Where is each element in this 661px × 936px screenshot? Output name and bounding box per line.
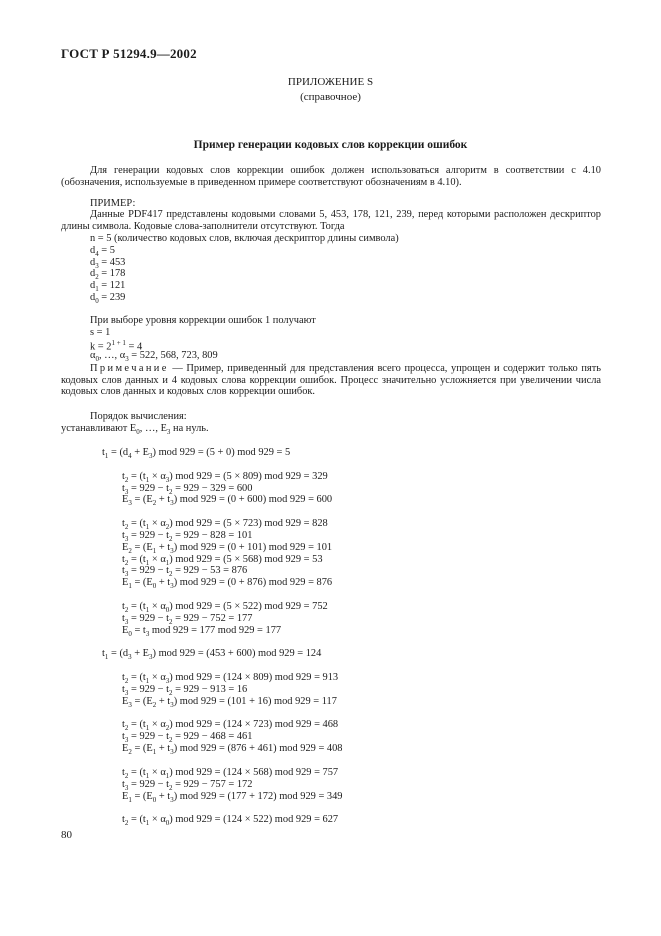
step-text: E (122, 743, 129, 754)
init-sub-0: 0 (136, 428, 140, 437)
step-text: × α (149, 601, 166, 612)
d-symbol: d (90, 280, 96, 291)
step-c2-3 (122, 743, 343, 758)
step-text: = 929 − 329 = 600 (172, 483, 253, 494)
step-subscript: 2 (168, 618, 173, 627)
step-text: ) mod 929 = (101 + 16) mod 929 = 117 (173, 696, 337, 707)
alpha-sub-0: 0 (95, 355, 99, 364)
step-text: t (122, 719, 125, 730)
step-subscript: 2 (168, 488, 173, 497)
k-result: = 4 (125, 341, 143, 353)
step-b2-6 (122, 577, 332, 592)
step-subscript: 2 (168, 570, 173, 579)
step-text: ) mod 929 = (0 + 600) mod 929 = 600 (173, 494, 333, 505)
step-text: ) mod 929 = (177 + 172) mod 929 = 349 (173, 791, 343, 802)
d-value-0 (90, 292, 125, 307)
example-label: ПРИМЕР: (90, 198, 136, 209)
step-text: mod 929 = 177 mod 929 = 177 (149, 625, 282, 636)
step-subscript: 2 (128, 748, 132, 757)
step-text: + t (156, 791, 171, 802)
procedure-label: Порядок вычисления: (90, 411, 187, 422)
step-subscript: 3 (170, 701, 174, 710)
alpha-ellipsis: , …, α (98, 350, 126, 361)
step-subscript: 2 (168, 736, 173, 745)
step-subscript: 0 (152, 796, 157, 805)
appendix-title: ПРИЛОЖЕНИЕ S (287, 76, 374, 88)
step-subscript: 2 (124, 772, 129, 781)
step-text: = (t (128, 672, 146, 683)
step-c4-1 (122, 814, 338, 829)
step-subscript: 2 (124, 523, 129, 532)
k-exponent: 1 + 1 (111, 339, 126, 347)
step-text: = 929 − t (128, 684, 169, 695)
d-subscript: 2 (95, 273, 99, 282)
step-subscript: 2 (124, 819, 129, 828)
step-text: = 929 − 468 = 461 (172, 731, 253, 742)
n-definition: n = 5 (количество кодовых слов, включая дескриптор длины символа) (90, 233, 399, 244)
step-subscript: 2 (168, 689, 173, 698)
step-subscript: 1 (165, 559, 170, 568)
step-text: E (122, 625, 129, 636)
step-subscript: 1 (152, 748, 157, 757)
step-subscript: 0 (128, 630, 132, 639)
step-subscript: 1 (152, 547, 157, 556)
step-subscript: 0 (165, 606, 170, 615)
note-text: — Пример, приведенный для представления всего процесса, упрощен и содержит только пять кодовых слов данных и 4 кодовых слова коррекции ошибок. Процесс значительно усложняется при увеличении числа кодовых слов данных и кодовых слов коррекции ошибок. (61, 363, 601, 398)
step-subscript: 3 (124, 488, 129, 497)
note-heading: Примечание (90, 363, 169, 374)
d-symbol: d (90, 292, 96, 303)
step-text: t (122, 731, 125, 742)
step-text: = 929 − t (128, 779, 169, 790)
step-text: t (122, 814, 125, 825)
intro-text: Для генерации кодовых слов коррекции ошибок должен использоваться алгоритм в соответствии с 4.10 (обозначения, используемые в приведенном примере соответствуют обозначениям в 4.10). (61, 165, 601, 188)
init-ellipsis: , …, E (139, 423, 167, 434)
step-text: = (E (131, 542, 153, 553)
step-text: = (t (128, 719, 146, 730)
step-text: × α (149, 767, 166, 778)
step-text: t (122, 613, 125, 624)
level-text: При выборе уровня коррекции ошибок 1 получают (90, 315, 316, 326)
step-subscript: 1 (145, 724, 150, 733)
step-text: = (E (131, 791, 153, 802)
intro-paragraph (61, 165, 601, 188)
step-text: = 929 − t (128, 483, 169, 494)
step-subscript: 3 (124, 535, 129, 544)
step-subscript: 3 (170, 748, 174, 757)
step-subscript: 2 (124, 677, 129, 686)
step-text: × α (149, 672, 166, 683)
step-subscript: 3 (128, 499, 132, 508)
step-text: t (122, 672, 125, 683)
step-subscript: 2 (165, 523, 170, 532)
step-text: ) mod 929 = (0 + 101) mod 929 = 101 (173, 542, 333, 553)
step-subscript: 1 (128, 796, 132, 805)
d-number: = 5 (98, 245, 115, 256)
alpha-sub-3: 3 (125, 355, 129, 364)
d-number: = 178 (98, 268, 126, 279)
step-text: ) mod 929 = (124 × 809) mod 929 = 913 (169, 672, 339, 683)
step-text: E (122, 577, 129, 588)
step-text: ) mod 929 = (124 × 568) mod 929 = 757 (169, 767, 339, 778)
step-text: t (122, 565, 125, 576)
step-subscript: 4 (128, 452, 132, 461)
step-text: ) mod 929 = (5 × 522) mod 929 = 752 (169, 601, 328, 612)
step-text: E (122, 791, 129, 802)
example-text: Данные PDF417 представлены кодовыми словами 5, 453, 178, 121, 239, перед которыми расположен дескриптор длины символа. Кодовые слова-заполнители отсутствуют. Тогда (61, 209, 601, 232)
example-paragraph (61, 209, 601, 232)
init-sub-3: 3 (166, 428, 171, 437)
step-text: = 929 − t (128, 530, 169, 541)
step-t1a (102, 447, 290, 462)
step-subscript: 3 (149, 653, 153, 662)
step-text: E (122, 696, 129, 707)
d-symbol: d (90, 245, 96, 256)
d-number: = 453 (98, 257, 126, 268)
step-text: t (122, 518, 125, 529)
step-text: ) mod 929 = (124 × 723) mod 929 = 468 (169, 719, 339, 730)
step-subscript: 3 (124, 570, 129, 579)
step-text: × α (149, 554, 166, 565)
step-subscript: 1 (104, 452, 109, 461)
step-subscript: 3 (170, 547, 174, 556)
alpha-symbol: α (90, 350, 96, 361)
appendix-subtitle: (справочное) (300, 91, 361, 103)
step-text: = 929 − t (128, 565, 169, 576)
step-subscript: 1 (145, 819, 150, 828)
k-formula: k = 2 (90, 341, 112, 353)
step-subscript: 2 (165, 724, 170, 733)
step-subscript: 1 (145, 523, 150, 532)
d-number: = 121 (98, 280, 126, 291)
step-subscript: 1 (145, 476, 150, 485)
standard-designation: ГОСТ Р 51294.9—2002 (61, 46, 197, 61)
step-b3-3 (122, 625, 281, 640)
init-text: устанавливают E (61, 423, 137, 434)
step-text: = (t (128, 814, 146, 825)
step-text: = 929 − 913 = 16 (172, 684, 248, 695)
step-subscript: 2 (124, 606, 129, 615)
step-subscript: 3 (124, 689, 129, 698)
step-text: ) mod 929 = (876 + 461) mod 929 = 408 (173, 743, 343, 754)
step-subscript: 3 (165, 677, 170, 686)
d-number: = 239 (98, 292, 126, 303)
step-subscript: 1 (145, 677, 150, 686)
init-end: на нуль. (170, 423, 209, 434)
step-text: × α (149, 719, 166, 730)
step-subscript: 2 (168, 784, 173, 793)
step-subscript: 0 (165, 819, 170, 828)
step-text: = 929 − 53 = 876 (172, 565, 248, 576)
step-subscript: 1 (145, 559, 150, 568)
step-text: t (122, 601, 125, 612)
note-paragraph (61, 363, 601, 398)
step-text: t (122, 684, 125, 695)
step-text: + t (156, 577, 171, 588)
step-text: ) mod 929 = (453 + 600) mod 929 = 124 (152, 648, 322, 659)
step-text: = (t (128, 554, 146, 565)
step-subscript: 3 (124, 618, 129, 627)
step-text: = t (131, 625, 146, 636)
step-c3-3 (122, 791, 343, 806)
step-t1b (102, 648, 321, 663)
step-text: E (122, 542, 129, 553)
step-subscript: 3 (170, 499, 174, 508)
step-text: = (E (131, 577, 153, 588)
step-subscript: 3 (124, 784, 129, 793)
note-text-block (61, 363, 601, 398)
step-subscript: 1 (145, 772, 150, 781)
d-symbol: d (90, 257, 96, 268)
d-subscript: 3 (95, 262, 99, 271)
step-text: ) mod 929 = (5 × 809) mod 929 = 329 (169, 471, 328, 482)
step-subscript: 1 (104, 653, 109, 662)
step-text: + E (131, 447, 150, 458)
step-text: t (122, 767, 125, 778)
step-text: + t (156, 494, 171, 505)
step-subscript: 2 (168, 535, 173, 544)
step-subscript: 3 (128, 701, 132, 710)
step-subscript: 3 (170, 796, 174, 805)
step-text: ) mod 929 = (124 × 522) mod 929 = 627 (169, 814, 339, 825)
step-subscript: 1 (165, 772, 170, 781)
step-subscript: 3 (170, 582, 174, 591)
procedure-init (61, 423, 209, 438)
step-text: + t (156, 743, 171, 754)
step-text: t (122, 779, 125, 790)
step-subscript: 3 (145, 630, 150, 639)
d-subscript: 4 (95, 250, 99, 259)
step-text: t (122, 483, 125, 494)
step-text: + t (156, 542, 171, 553)
d-subscript: 0 (95, 297, 99, 306)
step-text: t (122, 554, 125, 565)
step-text: E (122, 494, 129, 505)
step-b1-3 (122, 494, 332, 509)
step-text: = (t (128, 767, 146, 778)
step-text: × α (149, 471, 166, 482)
step-subscript: 3 (149, 452, 153, 461)
step-subscript: 0 (152, 582, 157, 591)
step-text: + E (131, 648, 150, 659)
step-subscript: 2 (124, 724, 129, 733)
step-text: × α (149, 814, 166, 825)
step-text: × α (149, 518, 166, 529)
step-text: = 929 − t (128, 731, 169, 742)
step-text: + t (156, 696, 171, 707)
step-text: = (t (128, 601, 146, 612)
step-text: = 929 − t (128, 613, 169, 624)
step-subscript: 1 (145, 606, 150, 615)
step-c1-3 (122, 696, 337, 711)
step-text: t (102, 648, 105, 659)
s-value: s = 1 (90, 327, 111, 338)
d-symbol: d (90, 268, 96, 279)
step-subscript: 2 (128, 547, 132, 556)
step-subscript: 3 (128, 653, 132, 662)
step-text: = 929 − 752 = 177 (172, 613, 253, 624)
step-text: ) mod 929 = (5 + 0) mod 929 = 5 (152, 447, 291, 458)
step-text: = 929 − 757 = 172 (172, 779, 253, 790)
step-subscript: 3 (165, 476, 170, 485)
step-text: = 929 − 828 = 101 (172, 530, 253, 541)
step-text: ) mod 929 = (5 × 568) mod 929 = 53 (169, 554, 323, 565)
step-subscript: 1 (128, 582, 132, 591)
step-text: = (E (131, 494, 153, 505)
step-text: t (102, 447, 105, 458)
step-text: ) mod 929 = (0 + 876) mod 929 = 876 (173, 577, 333, 588)
step-text: = (t (128, 518, 146, 529)
step-text: = (E (131, 743, 153, 754)
step-subscript: 2 (124, 559, 129, 568)
page-number: 80 (61, 829, 72, 841)
step-text: = (E (131, 696, 153, 707)
step-text: = (d (108, 648, 129, 659)
alpha-list: = 522, 568, 723, 809 (128, 350, 218, 361)
step-subscript: 2 (124, 476, 129, 485)
step-text: t (122, 530, 125, 541)
step-subscript: 3 (124, 736, 129, 745)
step-text: ) mod 929 = (5 × 723) mod 929 = 828 (169, 518, 328, 529)
step-text: t (122, 471, 125, 482)
step-text: = (t (128, 471, 146, 482)
step-text: = (d (108, 447, 129, 458)
step-subscript: 2 (152, 499, 157, 508)
section-title: Пример генерации кодовых слов коррекции ошибок (193, 139, 468, 151)
d-subscript: 1 (95, 285, 99, 294)
step-subscript: 2 (152, 701, 157, 710)
